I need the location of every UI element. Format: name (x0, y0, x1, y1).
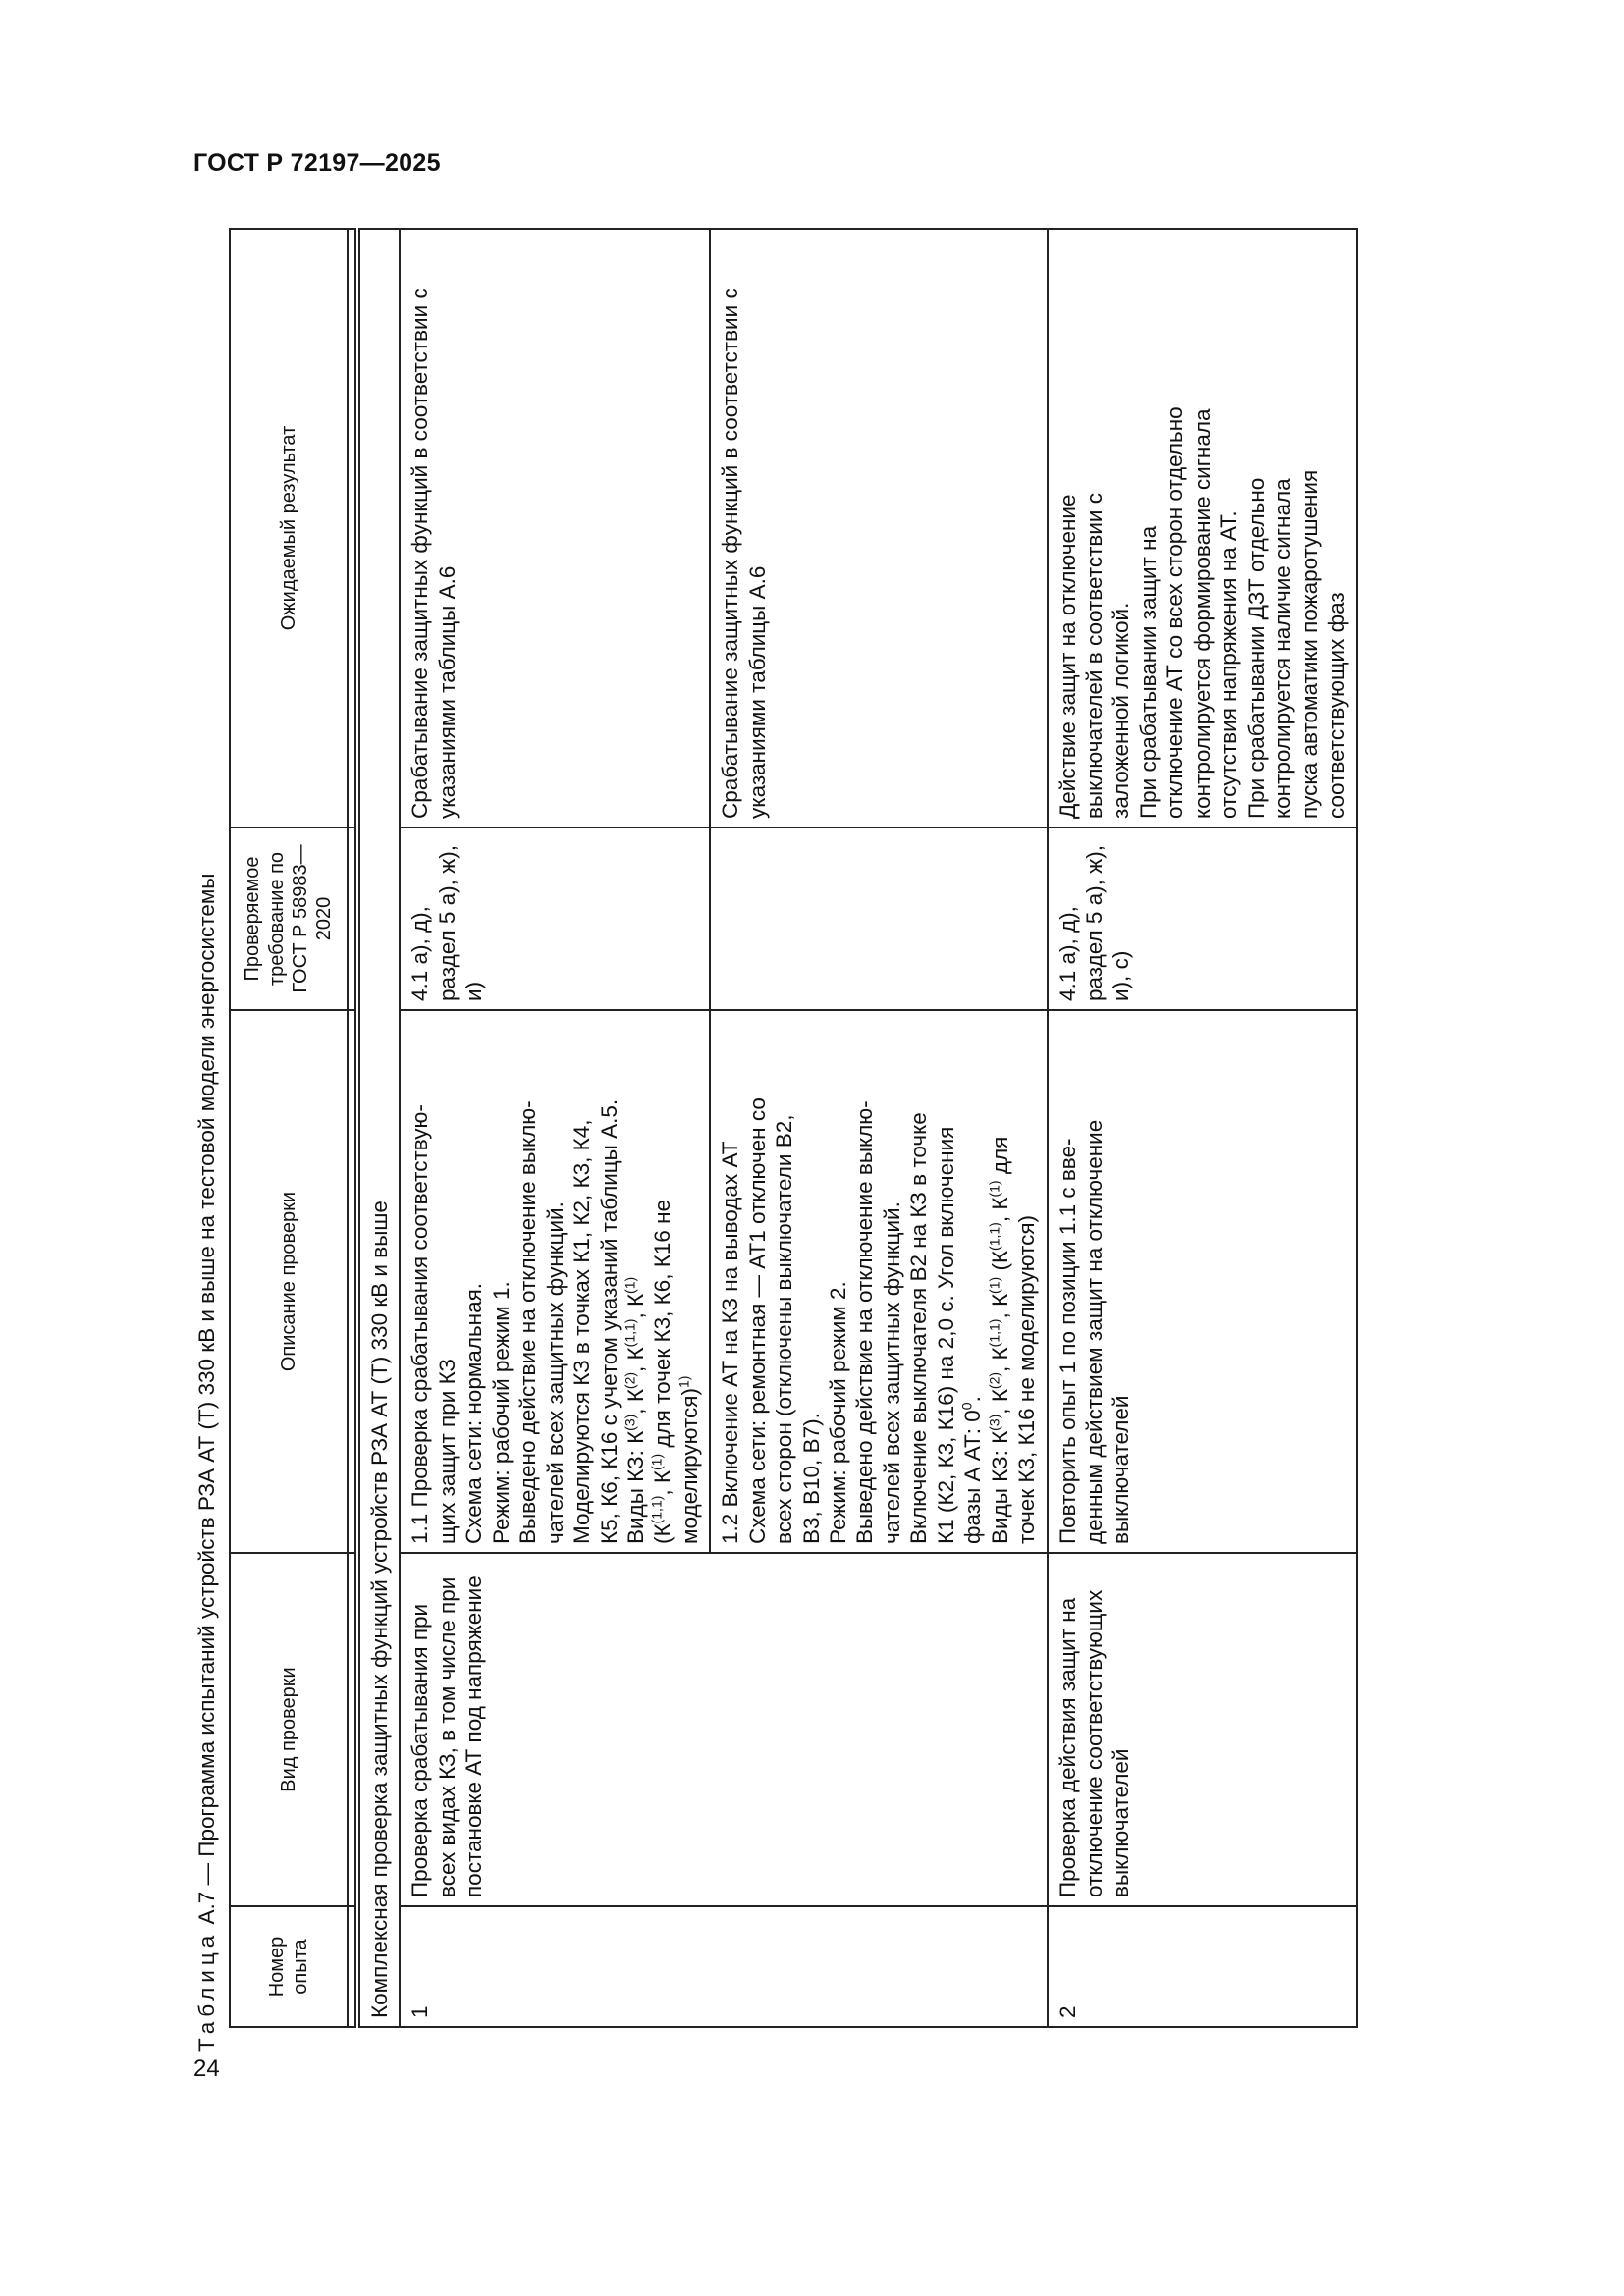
check-type-cell: Проверка действия защит на отключение соответствующих выключателей (1048, 1553, 1358, 1906)
expected-result-cell: Срабатывание защитных функций в соответствии с указаниями таблицы А.6 (400, 229, 710, 828)
test-program-table (229, 228, 1358, 2028)
requirement-cell: 4.1 а), д), раздел 5 а), ж), и) (400, 828, 710, 1010)
table-caption-text: А.7 — Программа испытаний устройств РЗА АТ (Т) 330 кВ и выше на тестовой модели энергосистемы (194, 873, 219, 1925)
description-cell: 1.2 Включение АТ на КЗ на выводах АТ Схема сети: ремонтная — АТ1 отключен со всех сторон (отключены выключатели В2, В3, В10, В7). Режим: рабочий режим 2. Выведено действие на отключение выклю- чателей всех защитных функций. Включение выключателя В2 на КЗ в точке К1 (К2, К3, К16) на 2,0 с. Угол включения фазы А АТ: $0^0$. Виды КЗ: $К^{(3)}$, $К^{(2)}$, К$^{(1,1)}$, $К^{(1)}$ ($К^{(1,1)}$, $К^{(1)}$ для точек К3, К16 не моделируются) (710, 1010, 1047, 1553)
table-row (1048, 229, 1358, 2027)
col-header-requirement: Проверяемое требование по ГОСТ Р 58983—2020 (230, 828, 348, 1010)
table-row (400, 229, 710, 2027)
col-header-number: Номер опыта (230, 1906, 348, 2027)
document-code: ГОСТ Р 72197—2025 (193, 149, 441, 177)
description-cell: 1.1 Проверка срабатывания соответствую- щих защит при КЗ Схема сети: нормальная. Режим: рабочий режим 1. Выведено действие на отключение выклю- чателей всех защитных функций. Моделируются КЗ в точках К1, К2, К3, К4, К5, К6, К16 с учетом указаний таблицы А.5. Виды КЗ: $К^{(3)}$, $К^{(2)}$, К$^{(1,1)}$, $К^{(1)}$ ($К^{(1,1)}$, $К^{(1)}$ для точек К3, К6, К16 не моделируются)$^{1)}$ (400, 1010, 710, 1553)
expected-result-cell: Срабатывание защитных функций в соответствии с указаниями таблицы А.6 (710, 229, 1047, 828)
header-row (230, 229, 348, 2027)
fault-types-line: Виды КЗ: $К^{(3)}$, $К^{(2)}$, К$^{(1,1)}$, $К^{(1)}$ ($К^{(1,1)}$, $К^{(1)}$ для (986, 1136, 1012, 1544)
rotated-table-block (193, 229, 1460, 2052)
expected-result-cell: Действие защит на отключение выключателей в соответствии с заложенной логикой. При срабатывании защит на отключение АТ со всех сторон отдельно контролируется формирование сигнала отсутствия напряжения на АТ. При срабатывании ДЗТ отдельно контролируется наличие сигнала пуска автоматики пожаротушения соответствующих фаз (1048, 229, 1358, 828)
requirement-cell (710, 828, 1047, 1010)
section-row (357, 229, 400, 2027)
row-number: 1 (400, 1906, 1047, 2027)
col-header-expected-result: Ожидаемый результат (230, 229, 348, 828)
check-type-cell: Проверка срабатывания при всех видах КЗ, в том числе при постановке АТ под напряжение (400, 1553, 1047, 1906)
description-cell: Повторить опыт 1 по позиции 1.1 с вве- денным действием защит на отключение выключателей (1048, 1010, 1358, 1553)
table-caption-label: Таблица (194, 1930, 219, 2052)
table-caption (193, 874, 220, 2052)
row-number: 2 (1048, 1906, 1358, 2027)
col-header-check-type: Вид проверки (230, 1553, 348, 1906)
requirement-cell: 4.1 а), д), раздел 5 а), ж), и), с) (1048, 828, 1358, 1010)
section-title: Комплексная проверка защитных функций устройств РЗА АТ (Т) 330 кВ и выше (357, 229, 400, 2027)
header-spacer-row (348, 229, 357, 2027)
fault-types-line: Виды КЗ: $К^{(3)}$, $К^{(2)}$, К$^{(1,1)}$, $К^{(1)}$ (622, 1276, 648, 1544)
col-header-description: Описание проверки (230, 1010, 348, 1553)
page-number: 24 (193, 2056, 220, 2082)
